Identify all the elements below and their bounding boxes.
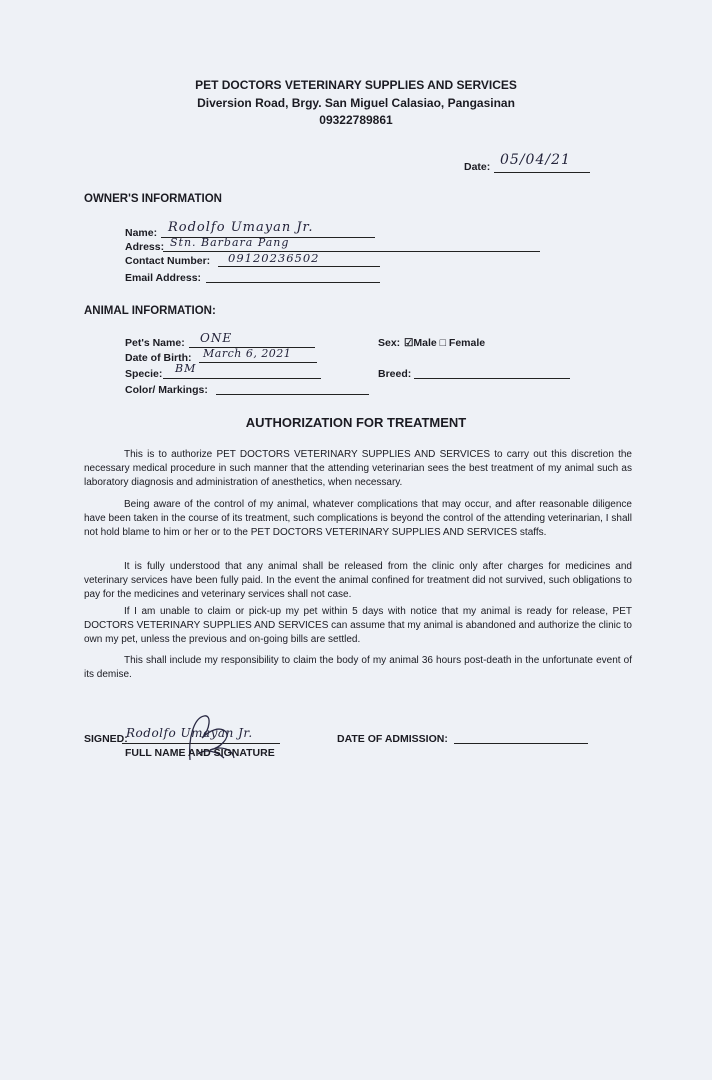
- specie-label: Specie:: [125, 368, 163, 380]
- owner-address-line: [163, 251, 540, 252]
- dob-line: [199, 362, 317, 363]
- paragraph-text: This shall include my responsibility to claim the body of my animal 36 hours post-death in the unfortunate event of its demise.: [84, 655, 632, 680]
- animal-section-title: ANIMAL INFORMATION:: [84, 305, 216, 317]
- paragraph-text: This is to authorize PET DOCTORS VETERINARY SUPPLIES AND SERVICES to carry out this discretion the necessary medical procedure in such manner that the attending veterinarian sees the best treatment of my animal such as laboratory diagnosis and administration of anesthetics, when necessary.: [84, 449, 632, 488]
- owner-contact-value: 09120236502: [228, 251, 320, 265]
- sex-options: ☑Male □ Female: [404, 337, 486, 349]
- owner-name-value: Rodolfo Umayan Jr.: [168, 220, 314, 235]
- authorization-paragraph-4: [84, 605, 632, 646]
- company-phone: 09322789861: [319, 113, 393, 127]
- signature-scrawl-icon: [180, 708, 240, 768]
- owner-address-label: Adress:: [125, 241, 165, 253]
- paragraph-text: If I am unable to claim or pick-up my pet within 5 days with notice that my animal is ready for release, PET DOCTORS VETERINARY SUPPLIES AND SERVICES can assume that my animal is abandoned and authorize the clinic to own my pet, unless the previous and on-going bills are settled.: [84, 606, 632, 645]
- dob-value: March 6, 2021: [203, 347, 292, 360]
- owner-email-label: Email Address:: [125, 272, 202, 284]
- signed-value: Rodolfo Umayan Jr.: [126, 726, 253, 740]
- company-address: Diversion Road, Brgy. San Miguel Calasiao, Pangasinan: [197, 96, 515, 110]
- authorization-paragraph-5: [84, 654, 632, 682]
- owner-name-label: Name:: [125, 227, 158, 239]
- authorization-paragraph-1: [84, 448, 632, 489]
- pet-name-value: ONE: [200, 331, 233, 345]
- color-line: [216, 394, 369, 395]
- company-name: PET DOCTORS VETERINARY SUPPLIES AND SERVICES: [195, 78, 517, 92]
- date-label: Date:: [464, 161, 491, 173]
- specie-line: [163, 378, 321, 379]
- signature-caption: FULL NAME AND SIGNATURE: [125, 747, 275, 759]
- pet-name-label: Pet's Name:: [125, 337, 185, 349]
- authorization-paragraph-2: [84, 498, 632, 539]
- paragraph-text: Being aware of the control of my animal, whatever complications that may occur, and after reasonable diligence have been taken in the course of its treatment, such complications is beyond the control of the attending veterinarian, I shall not hold blame to him or her or to the PET DOCTORS VETERINARY SUPPLIES AND SERVICES staffs.: [84, 499, 632, 538]
- dob-label: Date of Birth:: [125, 352, 192, 364]
- breed-label: Breed:: [378, 368, 412, 380]
- signed-label: SIGNED:: [84, 733, 128, 745]
- owner-contact-line: [218, 266, 380, 267]
- specie-value: BM: [175, 362, 197, 375]
- admission-line: [454, 743, 588, 744]
- owner-section-title: OWNER'S INFORMATION: [84, 193, 222, 205]
- owner-contact-label: Contact Number:: [125, 255, 211, 267]
- owner-address-value: Stn. Barbara Pang: [170, 236, 290, 249]
- breed-line: [414, 378, 570, 379]
- owner-email-line: [206, 282, 380, 283]
- admission-label: DATE OF ADMISSION:: [337, 733, 448, 745]
- authorization-title: AUTHORIZATION FOR TREATMENT: [245, 415, 467, 430]
- date-value: 05/04/21: [500, 152, 571, 168]
- authorization-paragraph-3: [84, 560, 632, 601]
- sex-label: Sex:: [378, 337, 401, 349]
- color-label: Color/ Markings:: [125, 384, 208, 396]
- paragraph-text: It is fully understood that any animal shall be released from the clinic only after charges for medicines and veterinary services have been fully paid. In the event the animal confined for treatment did not survived, such obligations to pay for the medicines and veterinary services shall not case.: [84, 561, 632, 600]
- date-line: [494, 172, 590, 173]
